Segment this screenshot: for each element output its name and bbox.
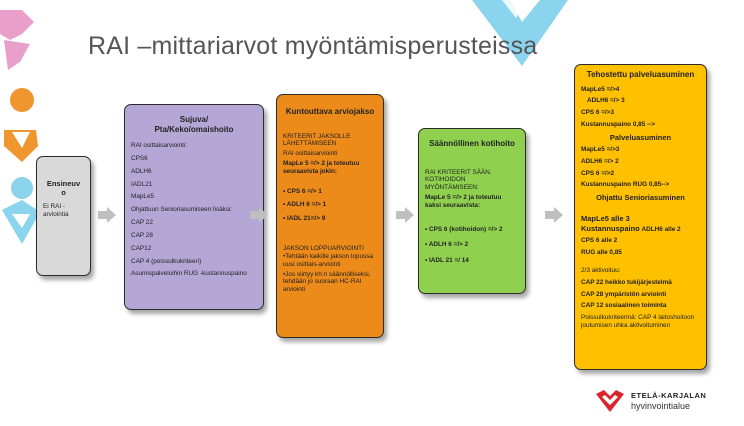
box-tehostettu-title: Tehostettu palveluasuminen bbox=[586, 70, 695, 79]
box-tehostettu-line: Kustannuspaino RUG 0,85--> bbox=[581, 181, 670, 189]
box-kotihoito-line: MapLe 5 =/> 2 ja toteutuu kaksi seuraavista: bbox=[425, 194, 504, 209]
ek-heart-logo-icon bbox=[594, 388, 626, 414]
box-kuntouttava-line: RAI osittaisarviointi bbox=[283, 150, 338, 158]
box-tehostettu-line: Kustannuspaino 0,85 --> bbox=[581, 121, 656, 129]
box-ensineuvo bbox=[36, 156, 91, 276]
box-tehostettu-line: CAP 22 heikko tukijärjestelmä bbox=[581, 278, 672, 286]
box-tehostettu-line: CPS 6 =/>2 bbox=[581, 169, 615, 177]
box-sujuva-line: CAP 4 (poissulkukriteeri) bbox=[131, 257, 202, 265]
box-kuntouttava-line: • CPS 6 =/> 1 bbox=[283, 187, 322, 195]
box-kotihoito-line: • IADL 21 =/ 14 bbox=[425, 257, 469, 265]
box-kotihoito-title: Säännöllinen kotihoito bbox=[429, 139, 515, 148]
box-kuntouttava-line: JAKSON LOPPUARVIOINTI bbox=[283, 245, 364, 253]
box-tehostettu bbox=[574, 64, 707, 370]
box-kuntouttava-line: •Tehtään kaikille jakson lopussa uusi osittais-arviointi bbox=[283, 252, 375, 268]
box-kotihoito-line: • CPS 6 (kotihoidon) =/> 2 bbox=[425, 225, 503, 233]
box-tehostettu-line: CAP 28 ympäristön arviointi bbox=[581, 290, 667, 298]
box-kuntouttava-line: MapLe 5 =/> 2 ja toteutuu seuraavista jokin: bbox=[283, 160, 362, 175]
page-title: RAI –mittariarvot myöntämisperusteissa bbox=[88, 32, 538, 60]
box-kuntouttava bbox=[276, 94, 384, 338]
box-sujuva-title: Sujuva/ Pta/Keko/omaishoito bbox=[154, 115, 234, 134]
box-tehostettu-line: MapLe5 =/>3 bbox=[581, 145, 620, 153]
box-tehostettu-subhead: Palveluasuminen bbox=[609, 132, 672, 142]
box-sujuva-line: CAP12 bbox=[131, 244, 152, 252]
logo-line2: hyvinvointialue bbox=[631, 401, 691, 411]
box-tehostettu-line: ADLH6 alle 2 bbox=[641, 225, 681, 233]
box-tehostettu-line: RUG alle 0,85 bbox=[581, 249, 622, 257]
box-kotihoito-line: RAI KRITEERIT SÄÄN. KOTIHOIDON MYÖNTÄMISEEN: bbox=[425, 168, 494, 192]
box-kuntouttava-line: •Jos siirtyy kh:n säännölliseksi, tehdään jo suoraan HC-RAI arviointi bbox=[283, 270, 373, 294]
box-sujuva-line: Ohjattuun Senioriasumiseen lisäksi: bbox=[131, 206, 233, 214]
box-tehostettu-line: CAP 12 sosiaalinen toiminta bbox=[581, 302, 667, 310]
box-tehostettu-row bbox=[581, 224, 700, 234]
box-kotihoito-line: • ADLH 6 =/> 2 bbox=[425, 241, 469, 249]
box-sujuva-line: CAP 22 bbox=[131, 219, 153, 227]
right-arrow-icon bbox=[250, 207, 268, 223]
right-arrow-icon bbox=[98, 207, 116, 223]
box-tehostettu-line: Kustannuspaino bbox=[581, 223, 640, 233]
right-arrow-icon bbox=[396, 207, 414, 223]
box-sujuva-line: RAI osittaisarviointi: bbox=[131, 142, 188, 150]
box-tehostettu-line: Poissulkukriteerinä: CAP 4 laitoshoitoon joutumisen uhka aktivoituminen bbox=[581, 314, 696, 330]
box-kuntouttava-line: • ADLH 6 =/> 1 bbox=[283, 201, 327, 209]
box-tehostettu-line: 2/3 aktivoituu: bbox=[581, 266, 621, 274]
box-tehostettu-line: ADLH6 =/> 3 bbox=[587, 97, 625, 105]
box-kuntouttava-line: KRITEERIT JAKSOLLE LÄHETTÄMISEEN bbox=[283, 132, 353, 148]
box-tehostettu-subhead: Ohjattu Senioriasuminen bbox=[596, 193, 685, 203]
box-ensineuvo-text: Ei RAI - arviointia bbox=[43, 203, 69, 218]
box-sujuva-line: MapLe5 bbox=[131, 193, 155, 201]
box-kotihoito bbox=[418, 128, 526, 294]
box-tehostettu-line: MapLe5 =/>4 bbox=[581, 85, 620, 93]
box-sujuva-line: ADLH6 bbox=[131, 167, 152, 175]
box-tehostettu-line: ADLH6 =/> 2 bbox=[581, 157, 619, 165]
box-sujuva-line: CAP 28 bbox=[131, 231, 153, 239]
logo-line1: ETELÄ-KARJALAN bbox=[631, 391, 707, 400]
box-kuntouttava-line: • IADL 21=/> 9 bbox=[283, 215, 326, 223]
right-arrow-icon bbox=[545, 207, 563, 223]
box-ensineuvo-title: Ensineuv o bbox=[46, 179, 81, 197]
box-sujuva-line: Asumispalveluihin RUG -kustannuspaino bbox=[131, 270, 247, 278]
box-tehostettu-line: CPS 6 =/>3 bbox=[581, 109, 615, 117]
box-tehostettu-line: MapLe5 alle 3 bbox=[581, 214, 630, 224]
box-tehostettu-line: CPS 6 alle 2 bbox=[581, 237, 618, 245]
box-kuntouttava-title: Kuntouttava arviojakso bbox=[285, 107, 375, 116]
box-sujuva-line: IADL21 bbox=[131, 180, 153, 188]
box-sujuva-line: CPS6 bbox=[131, 155, 148, 162]
box-sujuva bbox=[124, 104, 264, 310]
